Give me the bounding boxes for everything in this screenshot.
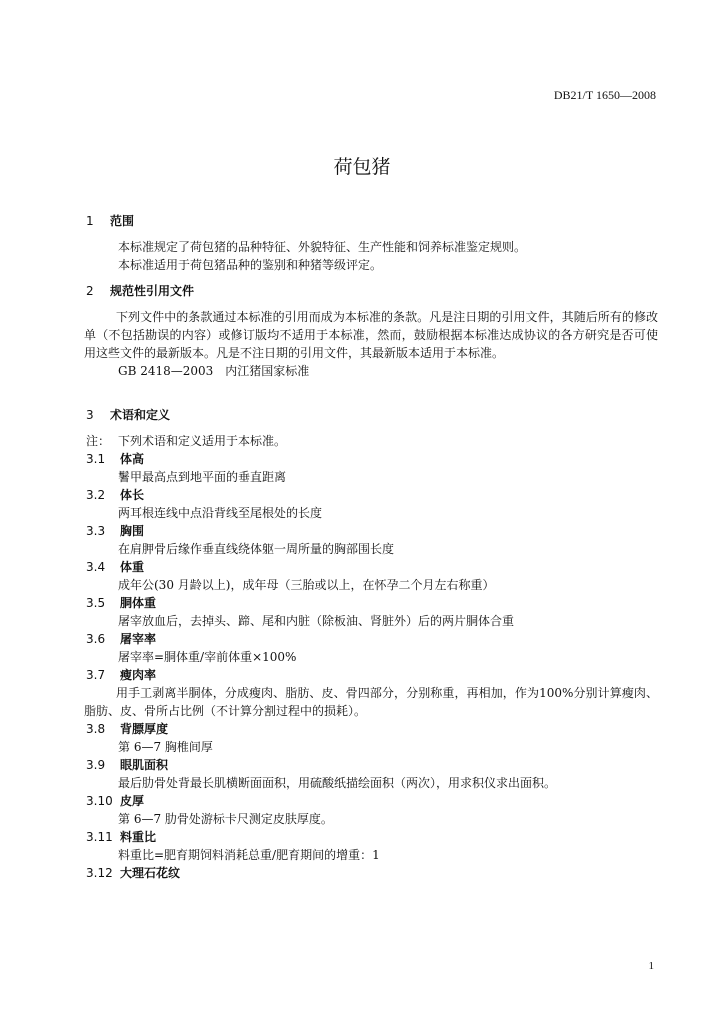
term-number: 3.1: [86, 452, 106, 466]
term-heading: [86, 666, 658, 684]
term-heading: [86, 522, 658, 540]
section-title: 范围: [110, 214, 135, 228]
note-label: 注：: [86, 434, 111, 448]
note-text: 下列术语和定义适用于本标准。: [118, 434, 287, 448]
section-number: 1: [86, 214, 94, 228]
term-heading: [86, 720, 658, 738]
term-name: 眼肌面积: [120, 758, 169, 772]
term-definition: 两耳根连线中点沿背线至尾根处的长度: [118, 506, 323, 520]
document-title: 荷包猪: [333, 156, 391, 178]
term-number: 3.3: [86, 524, 106, 538]
term-name: 屠宰率: [120, 632, 157, 646]
term-number: 3.12: [86, 866, 113, 880]
paragraph: 本标准规定了荷包猪的品种特征、外貌特征、生产性能和饲养标准鉴定规则。: [118, 240, 527, 254]
term-definition: 屠宰放血后，去掉头、蹄、尾和内脏（除板油、肾脏外）后的两片胴体合重: [118, 614, 515, 628]
term-name: 胴体重: [120, 596, 157, 610]
section-title: 规范性引用文件: [110, 284, 195, 298]
term-name: 体重: [120, 560, 145, 574]
term-definition: 第 6—7 胸椎间厚: [118, 740, 213, 754]
term-definition: 最后肋骨处背最长肌横断面面积，用硫酸纸描绘面积（两次），用求积仪求出面积。: [118, 776, 557, 790]
term-number: 3.7: [86, 668, 106, 682]
term-name: 体高: [120, 452, 145, 466]
term-heading: [86, 864, 658, 882]
term-definition: 在肩胛骨后缘作垂直线绕体躯一周所量的胸部围长度: [118, 542, 395, 556]
term-name: 料重比: [120, 830, 157, 844]
term-name: 背膘厚度: [120, 722, 169, 736]
term-name: 瘦肉率: [120, 668, 157, 682]
section-heading: [86, 406, 658, 424]
document-body: [86, 212, 658, 882]
term-heading: [86, 756, 658, 774]
section-number: 2: [86, 284, 94, 298]
term-number: 3.10: [86, 794, 113, 808]
term-heading: [86, 828, 658, 846]
term-number: 3.2: [86, 488, 106, 502]
term-number: 3.5: [86, 596, 106, 610]
term-heading: [86, 630, 658, 648]
term-definition: 屠宰率=胴体重/宰前体重×100%: [118, 650, 297, 664]
term-name: 皮厚: [120, 794, 145, 808]
term-definition: 第 6—7 肋骨处游标卡尺测定皮肤厚度。: [118, 812, 333, 826]
note: [86, 432, 658, 450]
term-name: 体长: [120, 488, 145, 502]
term-definition: 成年公(30 月龄以上)，成年母（三胎或以上，在怀孕二个月左右称重）: [118, 578, 495, 592]
term-number: 3.4: [86, 560, 106, 574]
standard-code: DB21/T 1650—2008: [553, 88, 656, 102]
term-heading: [86, 558, 658, 576]
term-number: 3.9: [86, 758, 106, 772]
reference-item: GB 2418—2003 内江猪国家标准: [118, 364, 310, 378]
term-number: 3.11: [86, 830, 113, 844]
term-heading: [86, 486, 658, 504]
term-number: 3.8: [86, 722, 106, 736]
term-name: 大理石花纹: [120, 866, 181, 880]
section-number: 3: [86, 408, 94, 422]
term-definition: 用手工剥离半胴体，分成瘦肉、脂肪、皮、骨四部分，分别称重，再相加，作为100%分别计算瘦肉、脂肪、皮、骨所占比例（不计算分割过程中的损耗）。: [84, 686, 658, 718]
term-definition: 鬐甲最高点到地平面的垂直距离: [118, 470, 287, 484]
section-heading: [86, 212, 658, 230]
page-number: 1: [648, 960, 654, 972]
term-heading: [86, 450, 658, 468]
term-heading: [86, 792, 658, 810]
section-heading: [86, 282, 658, 300]
term-number: 3.6: [86, 632, 106, 646]
term-heading: [86, 594, 658, 612]
paragraph: 本标准适用于荷包猪品种的鉴别和种猪等级评定。: [118, 258, 383, 272]
paragraph: 下列文件中的条款通过本标准的引用而成为本标准的条款。凡是注日期的引用文件，其随后所有的修改单（不包括勘误的内容）或修订版均不适用于本标准，然而，鼓励根据本标准达成协议的各方研究是否可使用这些文件的最新版本。凡是不注日期的引用文件，其最新版本适用于本标准。: [84, 310, 658, 360]
section-title: 术语和定义: [110, 408, 171, 422]
term-definition: 料重比=肥育期饲料消耗总重/肥育期间的增重：1: [118, 848, 380, 862]
term-name: 胸围: [120, 524, 145, 538]
